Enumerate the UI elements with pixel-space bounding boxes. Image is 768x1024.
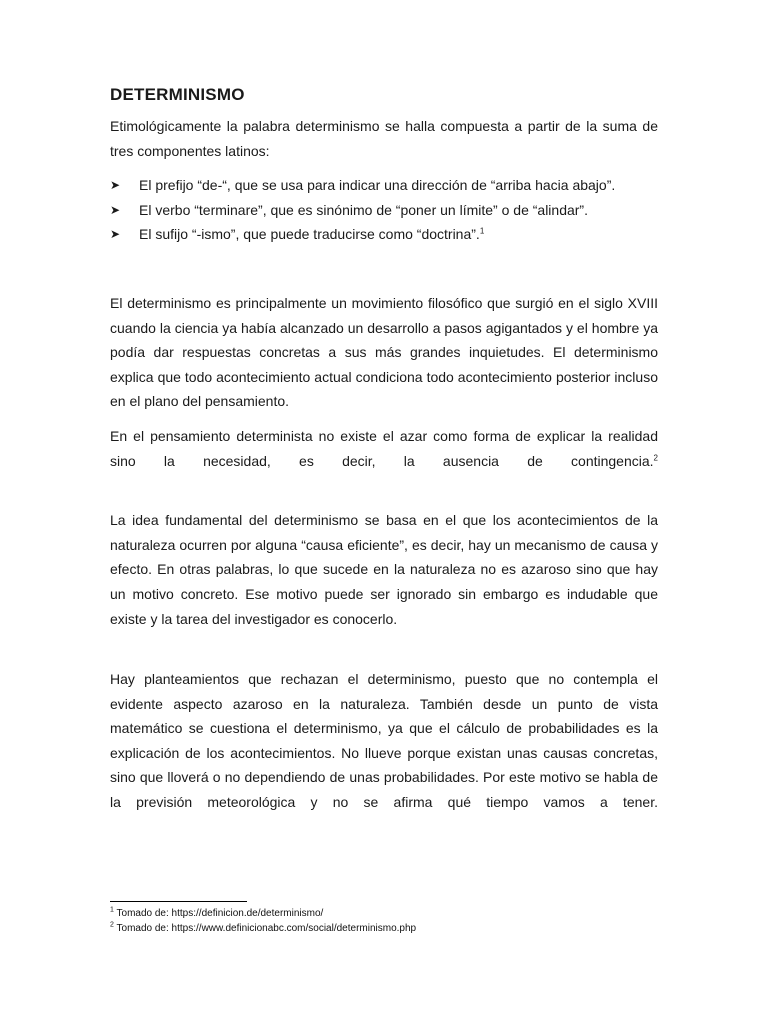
arrow-bullet-icon: ➤	[110, 227, 121, 242]
paragraph-necessity	[110, 424, 658, 473]
component-list	[110, 173, 658, 247]
paragraph-text: Hay planteamientos que rechazan el determinismo, puesto que no contempla el evidente aspecto azaroso en la naturaleza. También desde un punto de vista matemático se cuestiona el determinismo, ya que el cálculo de probabilidades es la explicación de los acontecimientos. No llueve porque existan unas causas concretas, sino que lloverá o no dependiendo de unas probabilidades. Por este motivo se habla de la previsión meteorológica y no se afirma qué tiempo vamos a tener.	[110, 671, 658, 811]
list-item-text: El verbo “terminare”, que es sinónimo de “poner un límite” o de “alindar”.	[139, 201, 588, 218]
paragraph-text: El determinismo es principalmente un movimiento filosófico que surgió en el siglo XVIII cuando la ciencia ya había alcanzado un desarrollo a pasos agigantados y el hombre ya podía dar respuestas concretas a sus más grandes inquietudes. El determinismo explica que todo acontecimiento actual condiciona todo acontecimiento posterior incluso en el plano del pensamiento.	[110, 294, 658, 410]
footnote-number: 2	[110, 921, 114, 929]
footnote-ref: 2	[653, 452, 658, 462]
list-item-text: El sufijo “-ismo”, que puede traducirse como “doctrina”.	[139, 226, 480, 243]
paragraph-cause-effect	[110, 508, 658, 631]
footnote-text: Tomado de: https://definicion.de/determinismo/	[116, 908, 324, 919]
paragraph-origin	[110, 291, 658, 414]
document-page	[110, 84, 658, 815]
footnote-separator	[110, 901, 247, 902]
footnote-ref: 1	[479, 226, 485, 236]
paragraph-text: La idea fundamental del determinismo se basa en el que los acontecimientos de la naturaleza ocurren por alguna “causa eficiente”, es decir, hay un mecanismo de causa y efecto. En otras palabras, lo que sucede en la naturaleza no es azaroso sino que hay un motivo concreto. Ese motivo puede ser ignorado sin embargo es indudable que existe y la tarea del investigador es conocerlo.	[110, 512, 658, 627]
list-item-text: El prefijo “de-“, que se usa para indicar una dirección de “arriba hacia abajo”.	[139, 177, 616, 194]
footnote	[110, 906, 658, 921]
arrow-bullet-icon: ➤	[110, 202, 121, 217]
intro-paragraph: Etimológicamente la palabra determinismo se halla compuesta a partir de la suma de tres componentes latinos:	[110, 118, 658, 159]
footnote-number: 1	[110, 906, 114, 914]
paragraph-text: En el pensamiento determinista no existe el azar como forma de explicar la realidad sino la necesidad, es decir, la ausencia de contingencia.	[110, 427, 658, 469]
footnotes	[110, 906, 658, 936]
footnote	[110, 921, 658, 936]
document-title: DETERMINISMO	[110, 85, 245, 104]
paragraph-critique	[110, 667, 658, 815]
list-item	[110, 198, 658, 223]
footnote-text: Tomado de: https://www.definicionabc.com/social/determinismo.php	[116, 923, 417, 934]
list-item	[110, 173, 658, 198]
arrow-bullet-icon: ➤	[110, 178, 121, 193]
list-item	[110, 222, 658, 247]
